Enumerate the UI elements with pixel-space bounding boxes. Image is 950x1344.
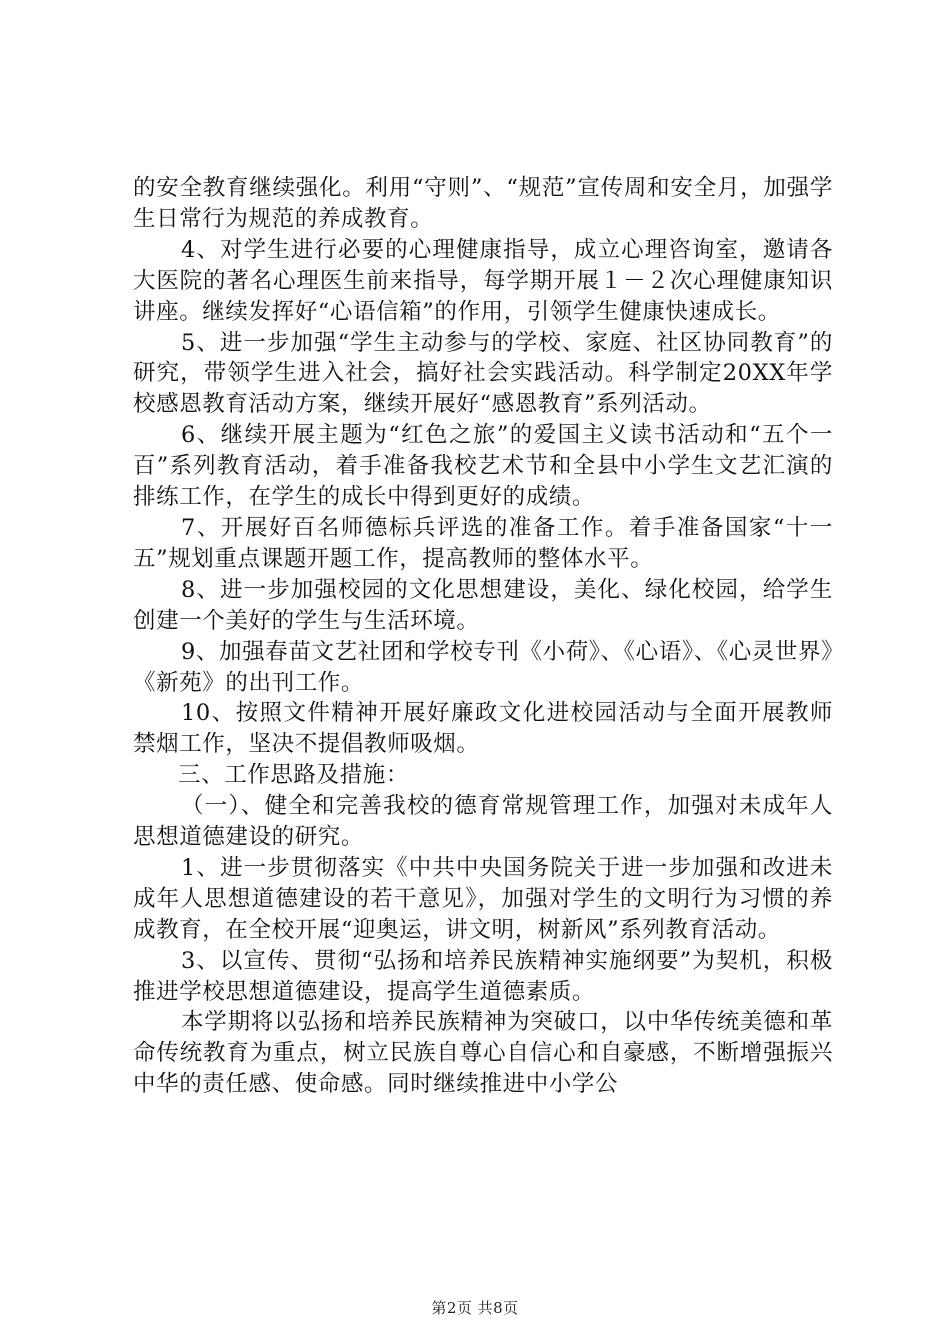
document-body	[133, 173, 833, 1100]
section-heading-3: 三、工作思路及措施：	[178, 762, 410, 789]
paragraph-item-8: 8、进一步加强校园的文化思想建设，美化、绿化校园，给学生创建一个美好的学生与生活环境。	[133, 576, 833, 634]
paragraph-item-9: 9、加强春苗文艺社团和学校专刊《小荷》、《心语》、《心灵世界》《新苑》的出刊工作。	[133, 638, 833, 696]
paragraph-item-10: 10、按照文件精神开展好廉政文化进校园活动与全面开展教师禁烟工作，坚决不提倡教师吸烟。	[133, 700, 833, 758]
paragraph-item-4: 4、对学生进行必要的心理健康指导，成立心理咨询室，邀请各大医院的著名心理医生前来指导，每学期开展１－２次心理健康知识讲座。继续发挥好“心语信箱”的作用，引领学生健康快速成长。	[133, 236, 833, 325]
paragraph-measure-1: 1、进一步贯彻落实《中共中央国务院关于进一步加强和改进未成年人思想道德建设的若干意见》，加强对学生的文明行为习惯的养成教育，在全校开展“迎奥运，讲文明，树新风”系列教育活动。	[133, 854, 833, 943]
paragraph-semester-plan: 本学期将以弘扬和培养民族精神为突破口，以中华传统美德和革命传统教育为重点，树立民族自尊心自信心和自豪感，不断增强振兴中华的责任感、使命感。同时继续推进中小学公	[133, 1009, 833, 1098]
paragraph-item-6: 6、继续开展主题为“红色之旅”的爱国主义读书活动和“五个一百”系列教育活动，着手准备我校艺术节和全县中小学生文艺汇演的排练工作，在学生的成长中得到更好的成绩。	[133, 422, 833, 511]
subsection-heading-1: （一）、健全和完善我校的德育常规管理工作，加强对未成年人思想道德建设的研究。	[133, 793, 833, 851]
paragraph-item-5: 5、进一步加强“学生主动参与的学校、家庭、社区协同教育”的研究，带领学生进入社会，搞好社会实践活动。科学制定20XX年学校感恩教育活动方案，继续开展好“感恩教育”系列活动。	[133, 329, 833, 418]
page-number-footer: 第2页 共8页	[431, 1299, 519, 1317]
paragraph-measure-3: 3、以宣传、贯彻“弘扬和培养民族精神实施纲要”为契机，积极推进学校思想道德建设，提高学生道德素质。	[133, 947, 833, 1005]
paragraph-item-7: 7、开展好百名师德标兵评选的准备工作。着手准备国家“十一五”规划重点课题开题工作，提高教师的整体水平。	[133, 514, 833, 572]
paragraph-continuation: 的安全教育继续强化。利用“守则”、“规范”宣传周和安全月，加强学生日常行为规范的养成教育。	[133, 175, 833, 232]
